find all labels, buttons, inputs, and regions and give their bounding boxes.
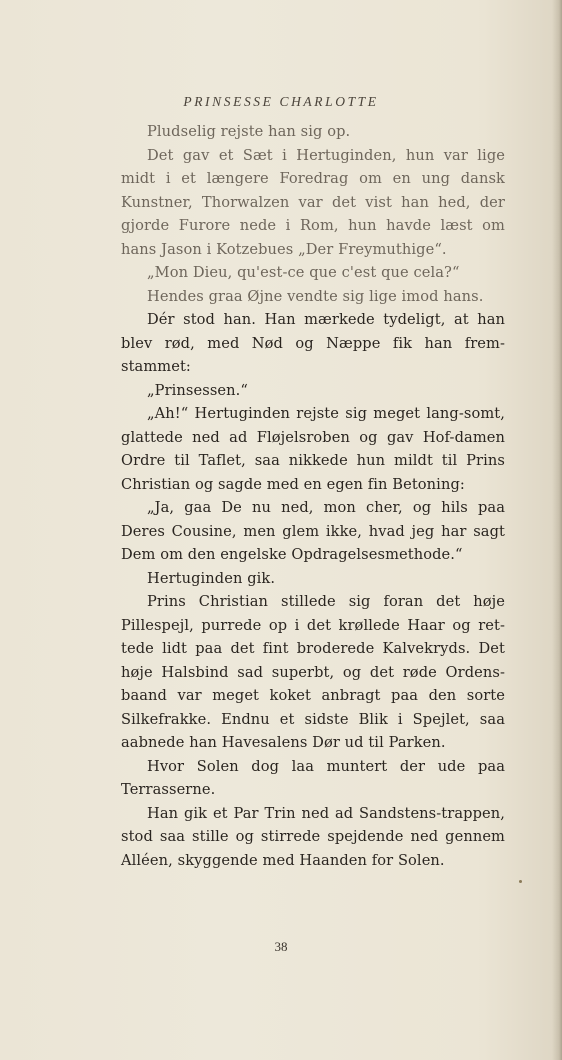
ink-speck bbox=[519, 880, 522, 883]
paragraph-12: Han gik et Par Trin ned ad Sandstens-trappen, stod saa stille og stirrede spejdende ned gennem Alléen, skyggende med Haanden for Solen. bbox=[121, 804, 505, 869]
paragraph-6: „Prinsessen.“ bbox=[147, 381, 248, 399]
paragraph-3: „Mon Dieu, qu'est-ce que c'est que cela?“ bbox=[147, 264, 460, 281]
paragraph-9: Hertuginden gik. bbox=[147, 569, 276, 587]
paragraph-5: Dér stod han. Han mærkede tydeligt, at han blev rød, med Nød og Næppe fik han frem-stammet: bbox=[121, 311, 505, 375]
page-edge-shadow bbox=[552, 0, 562, 1060]
paragraph-10: Prins Christian stillede sig foran det høje Pillespejl, purrede op i det krøllede Haar og ret-tede lidt paa det fint broderede Kalvekryds. Det høje Halsbind sad superbt, og det røde Ordens-baand var meget koket anbragt paa den sorte Silkefrakke. Endnu et sidste Blik i Spejlet, saa aabnede han Havesalens Dør ud til Parken. bbox=[121, 593, 505, 751]
paragraph-2: Det gav et Sæt i Hertuginden, hun var lige midt i et længere Foredrag om en ung dansk Kunstner, Thorwalzen var det vist han hed, der gjorde Furore nede i Rom, hun havde læst om hans Jason i Kotzebues „Der Freymuthige“. bbox=[121, 146, 505, 258]
paragraph-7: „Ah!“ Hertuginden rejste sig meget lang-somt, glattede ned ad Fløjelsroben og gav Hof-damen Ordre til Taflet, saa nikkede hun mildt til Prins Christian og sagde med en egen fin Betoning: bbox=[121, 405, 505, 493]
body-text bbox=[121, 120, 505, 872]
running-head: PRINSESSE CHARLOTTE bbox=[183, 94, 379, 109]
paragraph-8: „Ja, gaa De nu ned, mon cher, og hils paa Deres Cousine, men glem ikke, hvad jeg har sagt Dem om den engelske Opdragelsesmethode.“ bbox=[121, 499, 505, 563]
page-number: 38 bbox=[274, 939, 288, 954]
paragraph-4: Hendes graa Øjne vendte sig lige imod hans. bbox=[147, 287, 484, 305]
paragraph-11: Hvor Solen dog laa muntert der ude paa Terrasserne. bbox=[121, 757, 505, 798]
paragraph-1: Pludselig rejste han sig op. bbox=[147, 123, 351, 140]
